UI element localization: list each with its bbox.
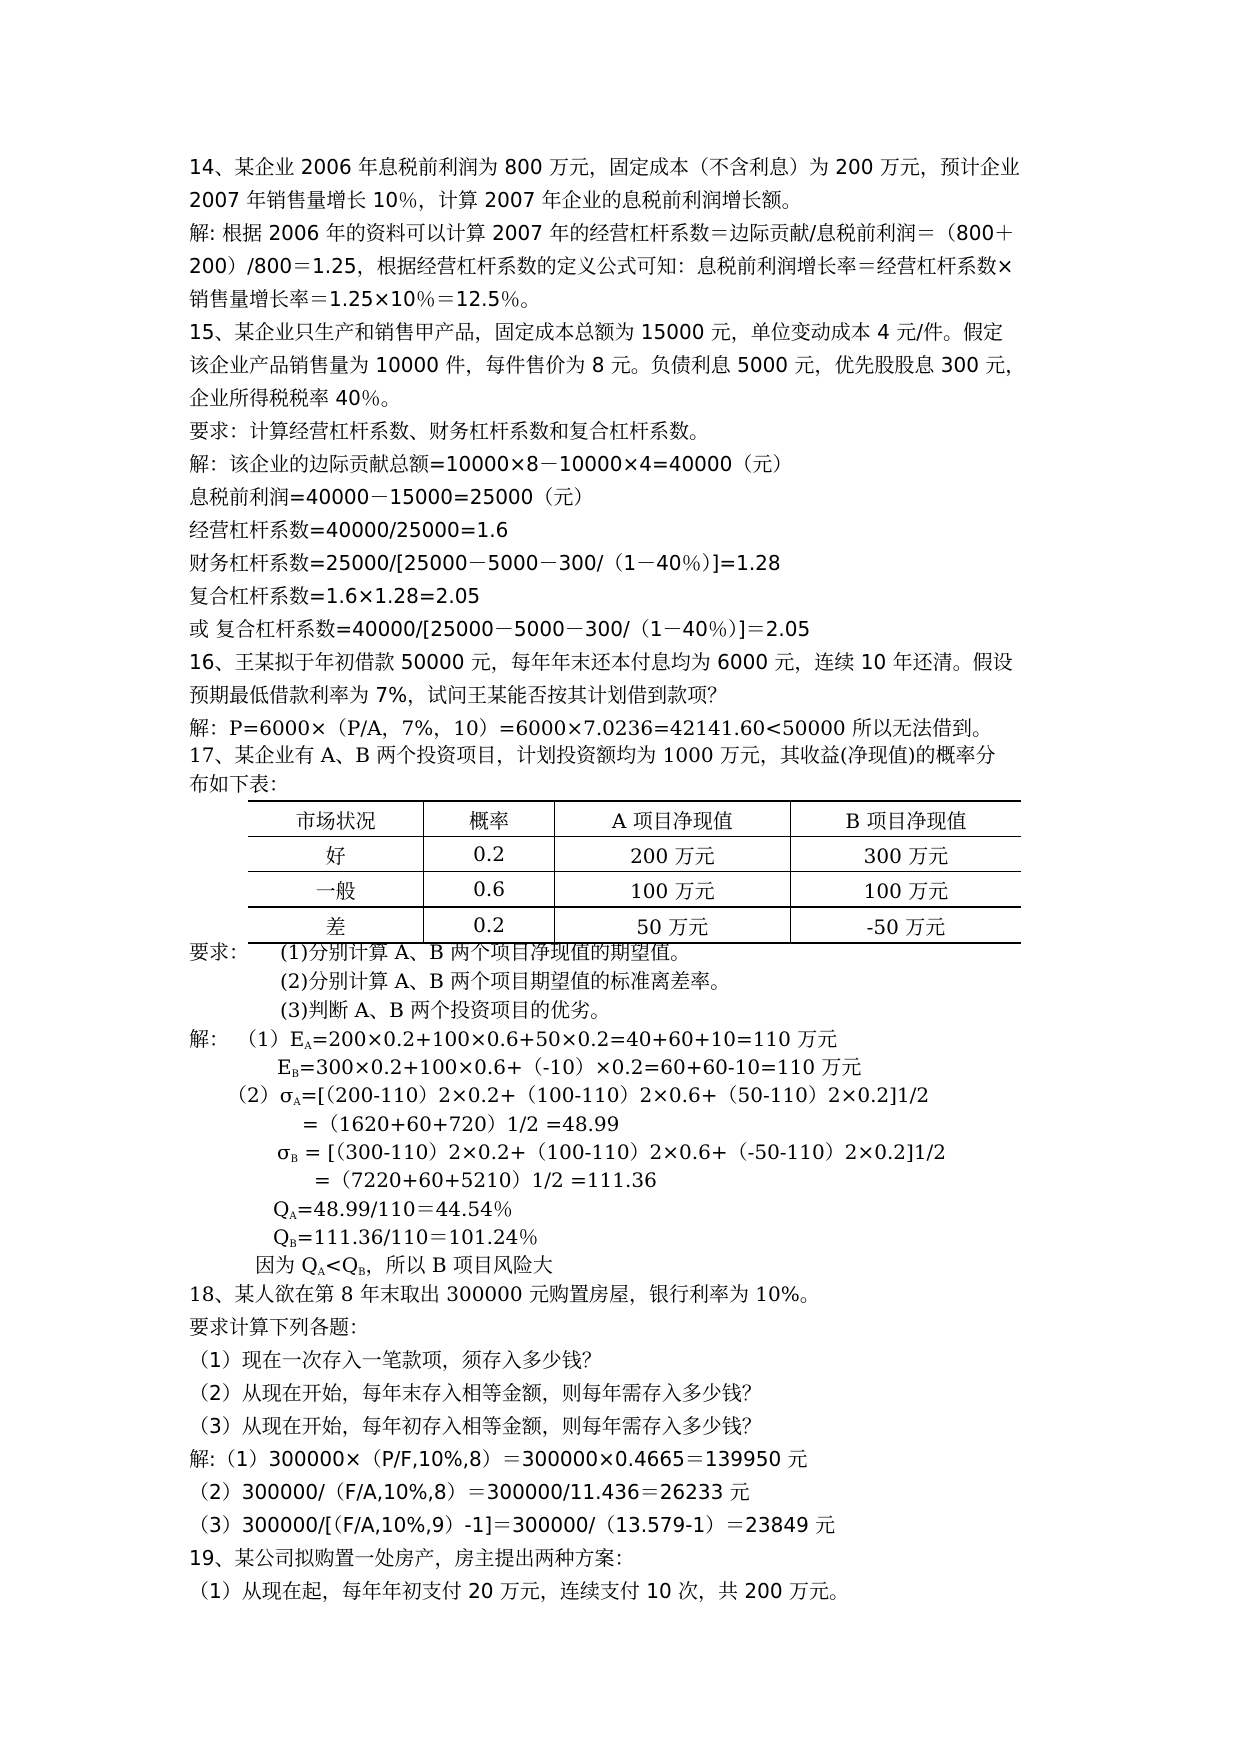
table-row: [248, 837, 1021, 872]
probability-table: [248, 800, 1021, 944]
q18-line-4: （2）从现在开始，每年末存入相等金额，则每年需存入多少钱？: [189, 1381, 762, 1405]
table-header-cell: A 项目净现值: [554, 801, 790, 837]
q17-solution-label: 解：: [189, 1027, 229, 1051]
q17-line-2: 布如下表：: [189, 772, 289, 796]
q18-line-3: （1）现在一次存入一笔款项，须存入多少钱？: [189, 1348, 602, 1372]
table-cell: 0.6: [424, 872, 555, 908]
q15-line-2: 该企业产品销售量为 10000 件，每件售价为 8 元。负债利息 5000 元，优先股股息 300 元，: [189, 353, 1026, 377]
q17-solution-line-2: $E_B=300\times 0.2+100\times 0.6+(-10)\times 0.2=60+60-10=110$ 万元: [277, 1055, 862, 1080]
table-header-cell: B 项目净现值: [790, 801, 1021, 837]
table-cell: 50 万元: [554, 907, 790, 943]
q17-solution-line-1: $(1)E_A=200\times 0.2+100\times 0.6+50\times 0.2=40+60+10=110$ 万元: [237, 1027, 838, 1052]
table-cell: 0.2: [424, 907, 555, 943]
q15-line-10: 或 复合杠杆系数=40000/[25000－5000－300/（1－40％）]＝2.05: [189, 617, 811, 641]
q14-line-1: 14、某企业 2006 年息税前利润为 800 万元，固定成本（不含利息）为 200 万元，预计企业: [189, 155, 1020, 179]
q15-line-4: 要求：计算经营杠杆系数、财务杠杆系数和复合杠杆系数。: [189, 419, 709, 443]
q15-line-9: 复合杠杆系数=1.6×1.28=2.05: [189, 584, 481, 608]
table-header-row: [248, 801, 1021, 837]
q16-line-3: 解：P=6000×（P/A，7%，10）=6000×7.0236=42141.60<50000 所以无法借到。: [189, 716, 993, 740]
q15-line-1: 15、某企业只生产和销售甲产品，固定成本总额为 15000 元，单位变动成本 4 元/件。假定: [189, 320, 1003, 344]
q18-line-1: 18、某人欲在第 8 年末取出 300000 元购置房屋，银行利率为 10%。: [189, 1282, 820, 1306]
q18-line-6: 解:（1）300000×（P/F,10%,8）＝300000×0.4665＝139950 元: [189, 1447, 808, 1471]
q17-solution-line-7: $Q_A=48.99/110=44.54$％: [273, 1197, 513, 1222]
table-cell: 好: [248, 837, 424, 872]
q17-solution-line-3: $(2)\sigma_A=[(200-110)2\times 0.2+(100-110)2\times 0.6+(50-110)2\times 0.2]1/2$: [227, 1083, 930, 1108]
q17-requirements-label: 要求：: [189, 940, 249, 964]
table-cell: 300 万元: [790, 837, 1021, 872]
q15-line-5: 解：该企业的边际贡献总额=10000×8－10000×4=40000（元）: [189, 452, 793, 476]
q18-line-5: （3）从现在开始，每年初存入相等金额，则每年需存入多少钱？: [189, 1414, 762, 1438]
table-header-cell: 概率: [424, 801, 555, 837]
q15-line-8: 财务杠杆系数=25000/[25000－5000－300/（1－40％）]=1.28: [189, 551, 781, 575]
q17-solution-line-9: 因为 $Q_A<Q_B$，所以 B 项目风险大: [255, 1253, 553, 1278]
q19-line-1: 19、某公司拟购置一处房产，房主提出两种方案：: [189, 1546, 635, 1570]
table-row: [248, 872, 1021, 908]
q17-solution-line-6: =（7220+60+5210）1/2 =111.36: [314, 1168, 657, 1192]
table-header-cell: 市场状况: [248, 801, 424, 837]
table-cell: 100 万元: [790, 872, 1021, 908]
q17-line-1: 17、某企业有 A、B 两个投资项目，计划投资额均为 1000 万元，其收益(净现值)的概率分: [189, 743, 996, 767]
q15-line-6: 息税前利润=40000－15000=25000（元）: [189, 485, 594, 509]
q15-line-3: 企业所得税税率 40％。: [189, 386, 401, 410]
q14-line-4: 200）/800＝1.25，根据经营杠杆系数的定义公式可知：息税前利润增长率＝经营杠杆系数×: [189, 254, 1014, 278]
table-cell: 一般: [248, 872, 424, 908]
q17-requirement-2: (2)分别计算 A、B 两个项目期望值的标准离差率。: [280, 969, 731, 993]
q18-line-7: （2）300000/（F/A,10%,8）＝300000/11.436＝26233 元: [189, 1480, 750, 1504]
table-cell: 200 万元: [554, 837, 790, 872]
q17-requirement-1: (1)分别计算 A、B 两个项目净现值的期望值。: [280, 940, 691, 964]
q18-line-8: （3）300000/[（F/A,10%,9）-1]＝300000/（13.579-1）＝23849 元: [189, 1513, 836, 1537]
q17-solution-line-5: $\sigma_B = [(300-110)2\times 0.2+(100-110)2\times 0.6+(-50-110)2\times 0.2]1/2$: [277, 1140, 947, 1165]
q14-line-3: 解: 根据 2006 年的资料可以计算 2007 年的经营杠杆系数＝边际贡献/息税前利润＝（800＋: [189, 221, 1015, 245]
q16-line-2: 预期最低借款利率为 7%，试问王某能否按其计划借到款项？: [189, 683, 728, 707]
q14-line-2: 2007 年销售量增长 10％，计算 2007 年企业的息税前利润增长额。: [189, 188, 802, 212]
q15-line-7: 经营杠杆系数=40000/25000=1.6: [189, 518, 509, 542]
q14-line-5: 销售量增长率＝1.25×10％＝12.5％。: [189, 287, 541, 311]
table-cell: 差: [248, 907, 424, 943]
q16-line-1: 16、王某拟于年初借款 50000 元，每年年末还本付息均为 6000 元，连续 10 年还清。假设: [189, 650, 1013, 674]
table-cell: -50 万元: [790, 907, 1021, 943]
q18-line-2: 要求计算下列各题：: [189, 1315, 369, 1339]
table-cell: 0.2: [424, 837, 555, 872]
q17-solution-line-8: $Q_B=111.36/110=101.24$％: [273, 1225, 539, 1250]
table-cell: 100 万元: [554, 872, 790, 908]
q17-requirement-3: (3)判断 A、B 两个投资项目的优劣。: [280, 998, 611, 1022]
q17-solution-line-4: =（1620+60+720）1/2 =48.99: [302, 1112, 620, 1136]
q19-line-2: （1）从现在起，每年年初支付 20 万元，连续支付 10 次，共 200 万元。: [189, 1579, 849, 1603]
